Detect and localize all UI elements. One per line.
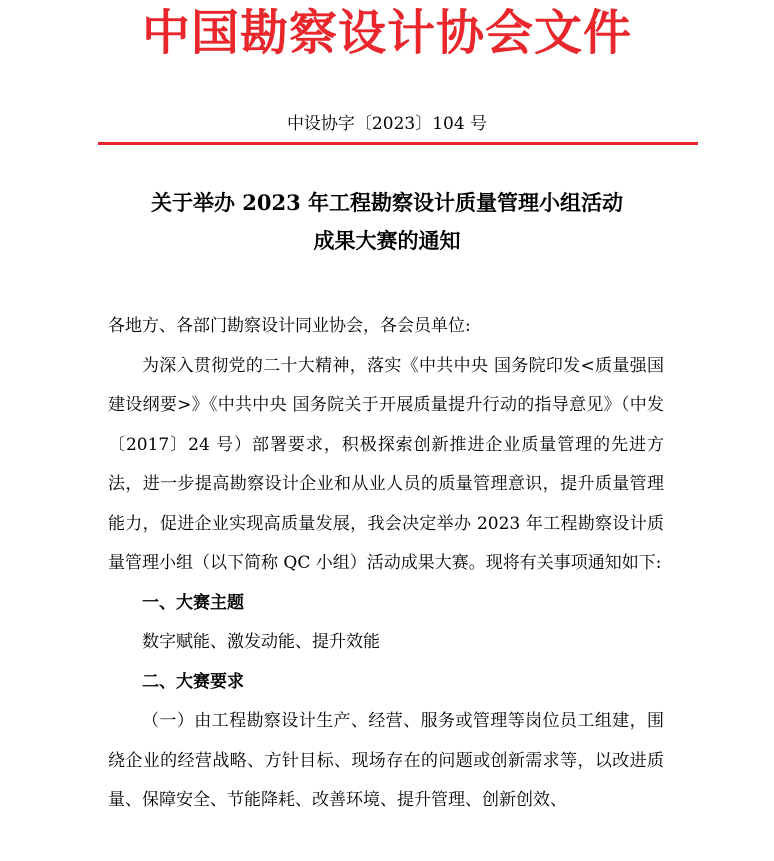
masthead: 中国勘察设计协会文件	[141, 5, 632, 61]
red-rule-divider	[98, 142, 698, 145]
salutation: 各地方、各部门勘察设计同业协会，各会员单位:	[108, 316, 471, 336]
title-line-1: 关于举办 2023 年工程勘察设计质量管理小组活动	[150, 190, 624, 215]
document-number: 中设协字〔2023〕104 号	[286, 114, 488, 134]
document-body	[108, 307, 664, 821]
section-1-heading: 一、大赛主题	[142, 592, 244, 613]
section-2-heading: 二、大赛要求	[142, 671, 244, 692]
section-1-text: 数字赋能、激发动能、提升效能	[142, 632, 380, 652]
title-line-2: 成果大赛的通知	[313, 228, 461, 253]
document-title	[60, 184, 714, 260]
intro-paragraph: 为深入贯彻党的二十大精神，落实《中共中央 国务院印发<质量强国建设纲要>》《中共中央 国务院关于开展质量提升行动的指导意见》（中发〔2017〕24 号）部署要求，积极探索创新推进企业质量管理的先进方法，进一步提高勘察设计企业和从业人员的质量管理意识，提升质量管理能力，促进企业实现高质量发展，我会决定举办 2023 年工程勘察设计质量管理小组（以下简称 QC 小组）活动成果大赛。现将有关事项通知如下:	[108, 355, 664, 573]
section-2-item-1: （一）由工程勘察设计生产、经营、服务或管理等岗位员工组建，围绕企业的经营战略、方针目标、现场存在的问题或创新需求等，以改进质量、保障安全、节能降耗、改善环境、提升管理、创新创效、	[108, 711, 664, 810]
